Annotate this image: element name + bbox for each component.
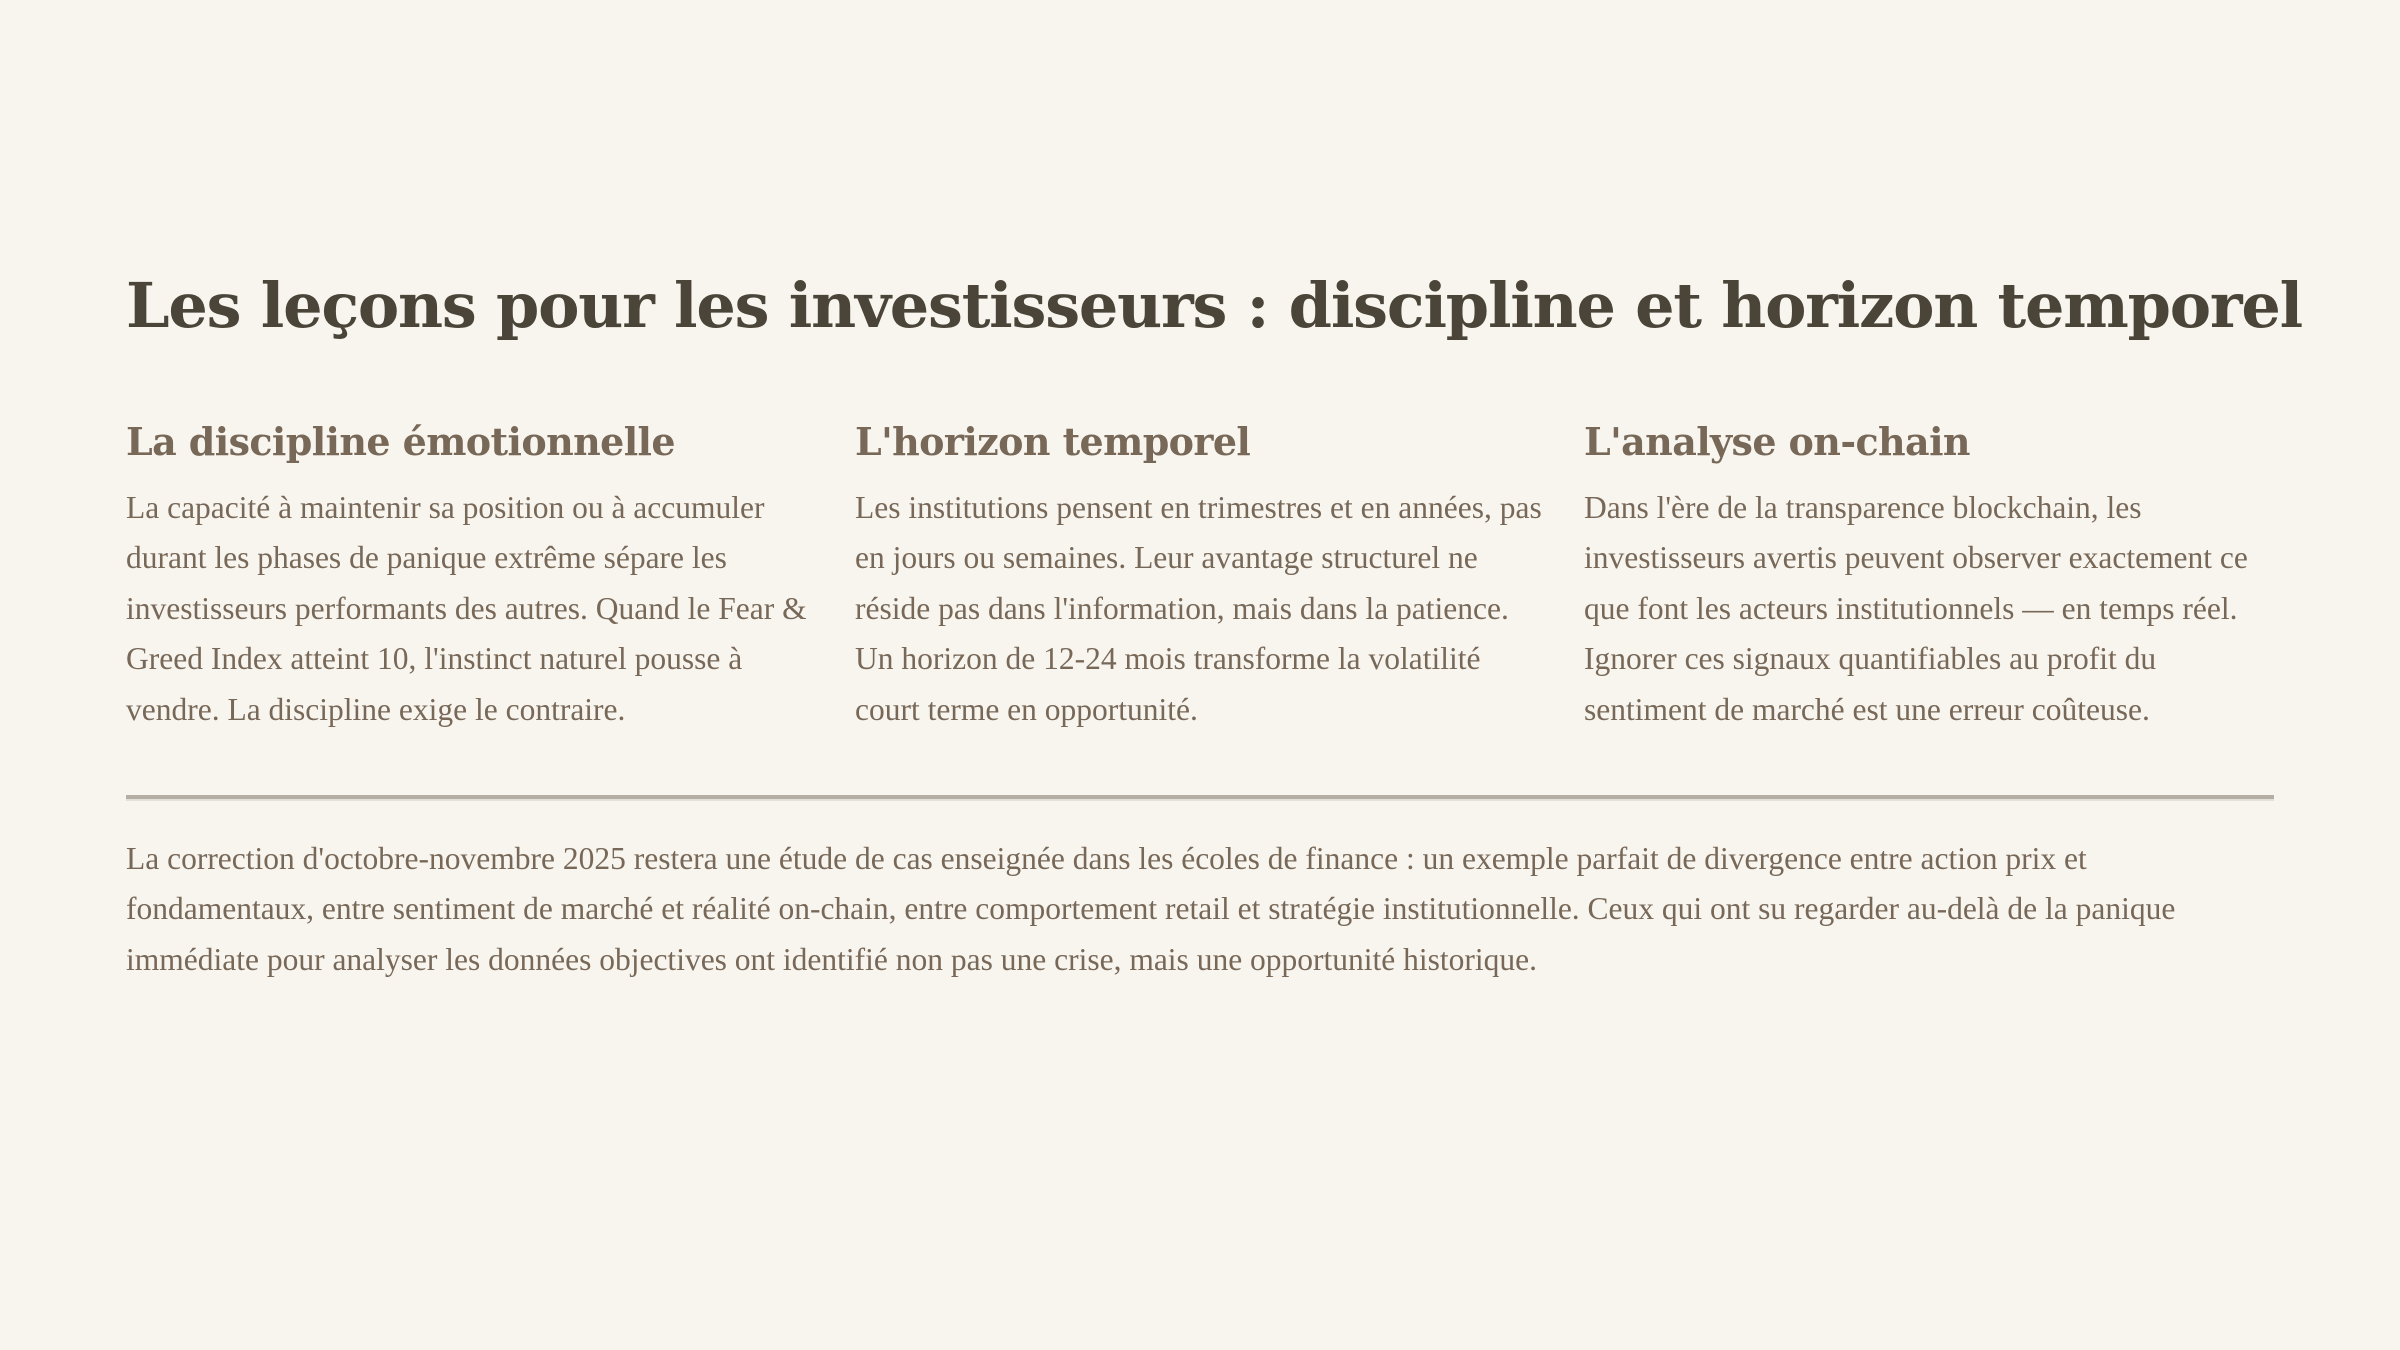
slide-content bbox=[126, 269, 2302, 985]
column-heading: L'analyse on-chain bbox=[1584, 419, 1970, 465]
lesson-column-time-horizon bbox=[855, 419, 1544, 735]
lessons-columns bbox=[126, 419, 2274, 735]
lesson-column-onchain-analysis bbox=[1584, 419, 2273, 735]
section-divider bbox=[126, 795, 2274, 801]
column-body: Les institutions pensent en trimestres et en années, pas en jours ou semaines. Leur avantage structurel ne réside pas dans l'information, mais dans la patience. Un horizon de 12-24 mois transforme la volatilité court terme en opportunité. bbox=[855, 489, 1542, 727]
column-body: Dans l'ère de la transparence blockchain, les investisseurs avertis peuvent observer exactement ce que font les acteurs institutionnels — en temps réel. Ignorer ces signaux quantifiables au profit du sentiment de marché est une erreur coûteuse. bbox=[1584, 489, 2248, 727]
column-heading: L'horizon temporel bbox=[855, 419, 1251, 465]
page-title: Les leçons pour les investisseurs : discipline et horizon temporel bbox=[126, 269, 2302, 342]
lesson-column-emotional-discipline bbox=[126, 419, 815, 735]
column-heading: La discipline émotionnelle bbox=[126, 419, 675, 465]
column-body: La capacité à maintenir sa position ou à accumuler durant les phases de panique extrême sépare les investisseurs performants des autres. Quand le Fear & Greed Index atteint 10, l'instinct naturel pousse à vendre. La discipline exige le contraire. bbox=[126, 489, 807, 727]
conclusion-paragraph: La correction d'octobre-novembre 2025 restera une étude de cas enseignée dans les écoles de finance : un exemple parfait de divergence entre action prix et fondamentaux, entre sentiment de marché et réalité on-chain, entre comportement retail et stratégie institutionnelle. Ceux qui ont su regarder au-delà de la panique immédiate pour analyser les données objectives ont identifié non pas une crise, mais une opportunité historique. bbox=[126, 840, 2176, 977]
